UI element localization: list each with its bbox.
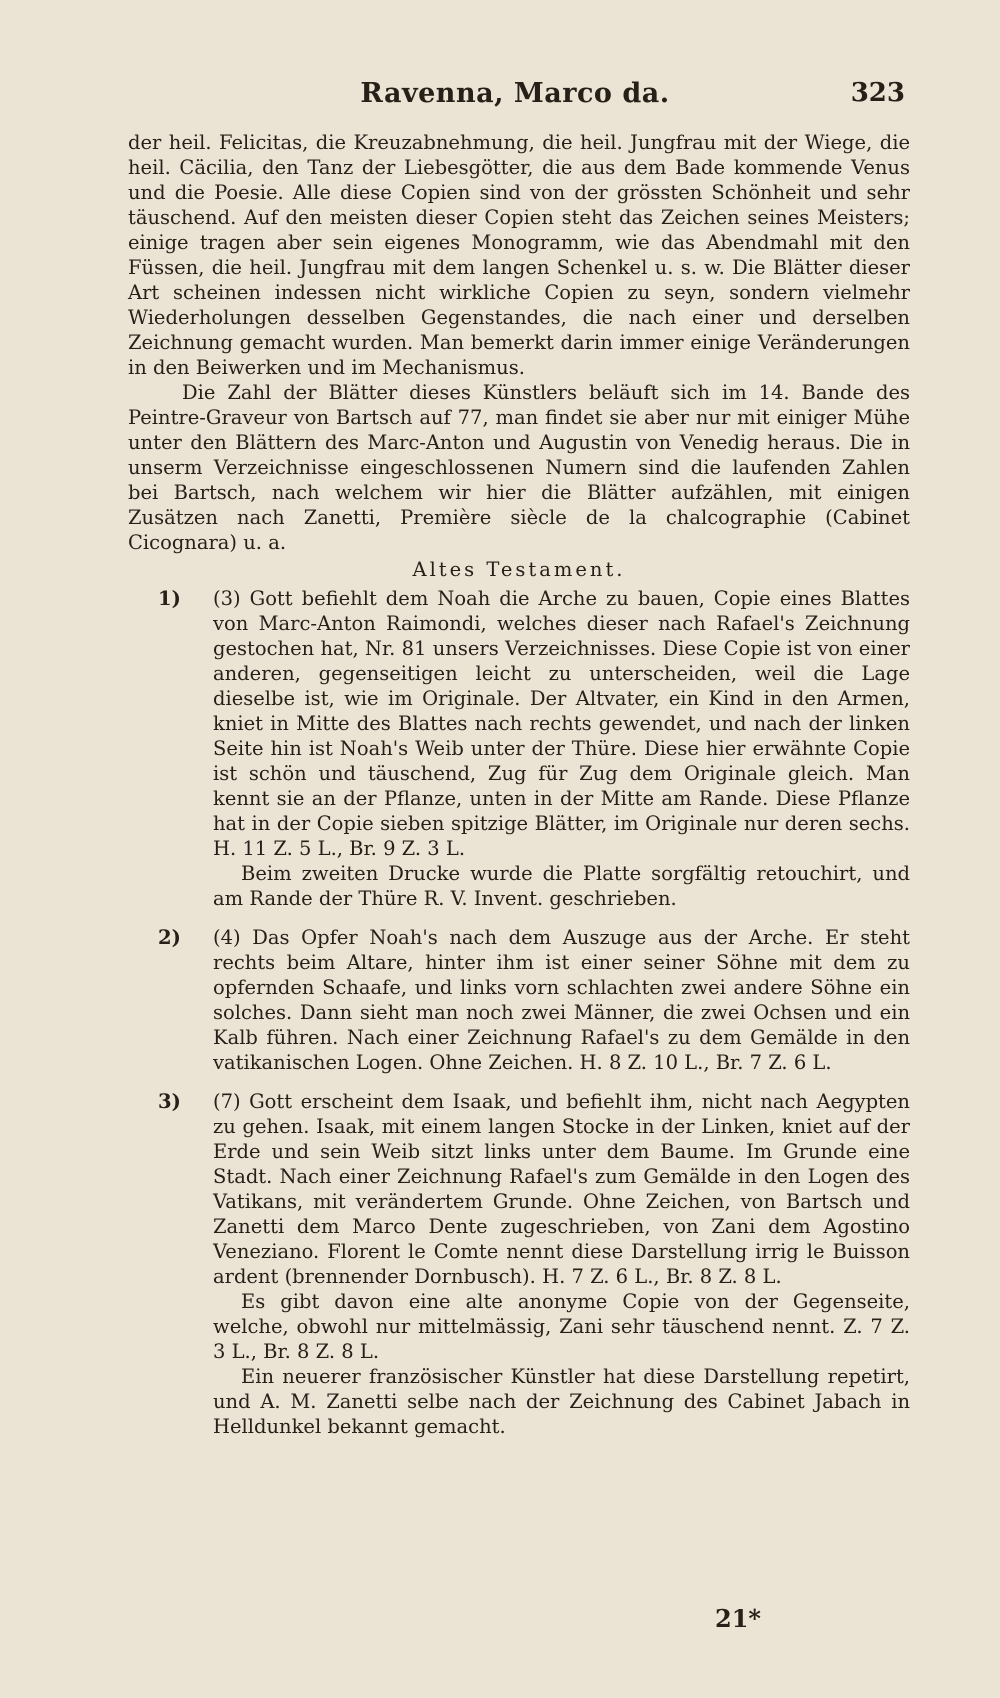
page-number: 323 [850,78,905,108]
paragraph-continuation: der heil. Felicitas, die Kreuzabnehmung, die heil. Jungfrau mit der Wiege, die heil. Cäcilia, den Tanz der Liebesgötter, die aus dem Bade kommende Venus und die Poesie. Alle diese Copien sind von der grössten Schönheit und sehr täuschend. Auf den meisten dieser Copien steht das Zeichen seines Meisters; einige tragen aber sein eigenes Monogramm, wie das Abendmahl mit den Füssen, die heil. Jungfrau mit dem langen Schenkel u. s. w. Die Blätter dieser Art scheinen indessen nicht wirkliche Copien zu seyn, sondern vielmehr Wiederholungen desselben Gegenstandes, die nach einer und derselben Zeichnung gemacht wurden. Man bemerkt darin immer einige Veränderungen in den Beiwerken und im Mechanismus. [128,131,910,379]
entry-note: Ein neuerer französischer Künstler hat diese Darstellung repetirt, und A. M. Zanetti selbe nach der Zeichnung des Cabinet Jabach in Helldunkel bekannt gemacht. [213,1365,910,1438]
entry-note: Es gibt davon eine alte anonyme Copie von der Gegenseite, welche, obwohl nur mittelmässig, Zani sehr täuschend nennt. Z. 7 Z. 3 L., Br. 8 Z. 8 L. [213,1290,910,1363]
catalog-entry [128,1089,910,1439]
page-header [125,78,905,118]
entry-number: 2) [158,926,181,949]
entry-note: Beim zweiten Drucke wurde die Platte sorgfältig retouchirt, und am Rande der Thüre R. V. Invent. geschrieben. [213,862,910,910]
entry-number: 3) [158,1090,181,1113]
catalog-entry [128,586,910,911]
entry-text: (4) Das Opfer Noah's nach dem Auszuge aus der Arche. Er steht rechts beim Altare, hinter ihm ist einer seiner Söhne mit dem zu opfernden Schaafe, und links vorn schlachten zwei andere Söhne ein solches. Dann sieht man noch zwei Männer, die zwei Ochsen und ein Kalb führen. Nach einer Zeichnung Rafael's zu dem Gemälde in den vatikanischen Logen. Ohne Zeichen. H. 8 Z. 10 L., Br. 7 Z. 6 L. [213,926,910,1074]
page-body [128,130,910,1453]
entry-text: (3) Gott befiehlt dem Noah die Arche zu bauen, Copie eines Blattes von Marc-Anton Raimondi, welches dieser nach Rafael's Zeichnung gestochen hat, Nr. 81 unsers Verzeichnisses. Diese Copie ist von einer anderen, gegenseitigen leicht zu unterscheiden, weil die Lage dieselbe ist, wie im Originale. Der Altvater, ein Kind in den Armen, kniet in Mitte des Blattes nach rechts gewendet, und nach der linken Seite hin ist Noah's Weib unter der Thüre. Diese hier erwähnte Copie ist schön und täuschend, Zug für Zug dem Originale gleich. Man kennt sie an der Pflanze, unten in der Mitte am Rande. Diese Pflanze hat in der Copie sieben spitzige Blätter, im Originale nur deren sechs. H. 11 Z. 5 L., Br. 9 Z. 3 L. [213,587,910,860]
running-title: Ravenna, Marco da. [360,78,670,109]
entry-text: (7) Gott erscheint dem Isaak, und befiehlt ihm, nicht nach Aegypten zu gehen. Isaak, mit einem langen Stocke in der Linken, kniet auf der Erde und sein Weib sitzt links unter dem Baume. Im Grunde eine Stadt. Nach einer Zeichnung Rafael's zum Gemälde in den Logen des Vatikans, mit verändertem Grunde. Ohne Zeichen, von Bartsch und Zanetti dem Marco Dente zugeschrieben, von Zani dem Agostino Veneziano. Florent le Comte nennt diese Darstellung irrig le Buisson ardent (brennender Dornbusch). H. 7 Z. 6 L., Br. 8 Z. 8 L. [213,1090,910,1288]
paragraph-intro: Die Zahl der Blätter dieses Künstlers beläuft sich im 14. Bande des Peintre-Graveur von Bartsch auf 77, man findet sie aber nur mit einiger Mühe unter den Blättern des Marc-Anton und Augustin von Venedig heraus. Die in unserm Verzeichnisse eingeschlossenen Numern sind die laufenden Zahlen bei Bartsch, nach welchem wir hier die Blätter aufzählen, mit einigen Zusätzen nach Zanetti, Première siècle de la chalcographie (Cabinet Cicognara) u. a. [128,381,910,554]
catalog-entry [128,925,910,1075]
entry-number: 1) [158,587,181,610]
section-heading: Altes Testament. [412,558,626,581]
signature-mark: 21* [715,1604,761,1633]
